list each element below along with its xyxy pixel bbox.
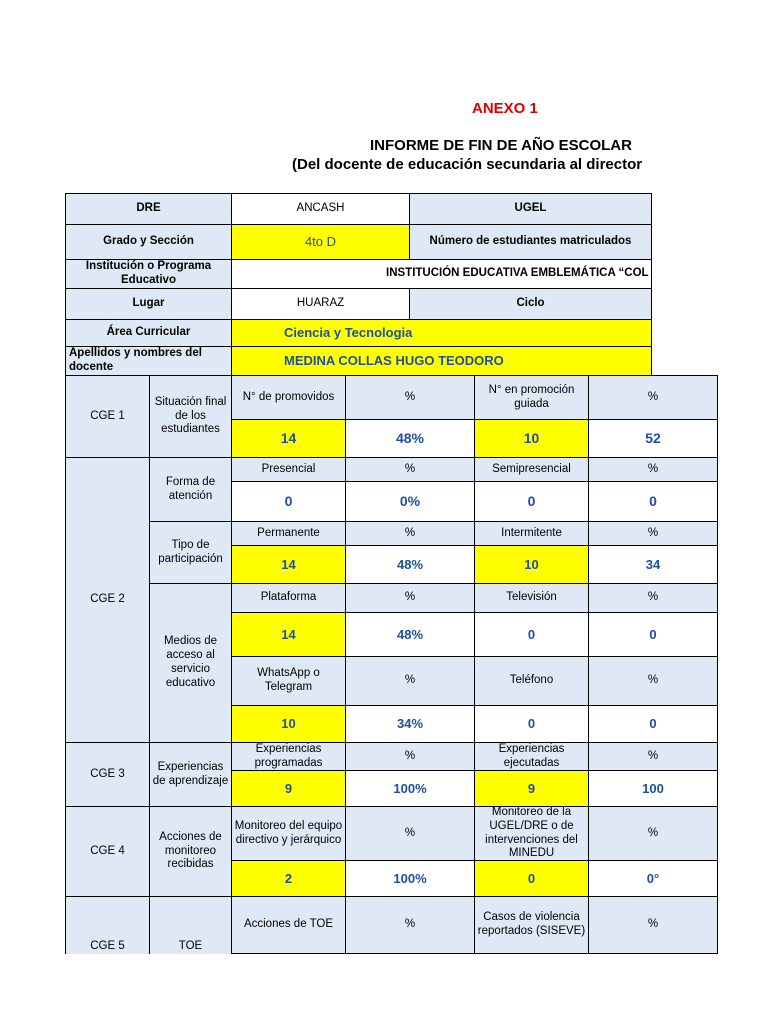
- ugel-label: UGEL: [409, 193, 652, 225]
- cge3-sub: Experiencias de aprendizaje: [149, 742, 232, 807]
- cge2-tipo-v1: 14: [231, 545, 346, 584]
- cge5-h4: %: [588, 896, 718, 954]
- cge3-label: CGE 3: [65, 742, 150, 807]
- cge2-label: CGE 2: [65, 457, 150, 743]
- ciclo-label: Ciclo: [409, 288, 652, 320]
- cge4-v1: 2: [231, 860, 346, 897]
- cge2-medios-v1: 14: [231, 612, 346, 657]
- cge1-v3: 10: [474, 419, 589, 458]
- cge1-h3: N° en promoción guiada: [474, 375, 589, 420]
- cge2-tipo-h2: %: [345, 521, 475, 546]
- cge2-medios-v3: 0: [474, 612, 589, 657]
- cge2-forma-v3: 0: [474, 481, 589, 522]
- lugar-value: HUARAZ: [231, 288, 410, 320]
- anexo-label: ANEXO 1: [472, 100, 538, 117]
- cge1-sub: Situación final de los estudiantes: [149, 375, 232, 458]
- cge4-label: CGE 4: [65, 806, 150, 897]
- cge1-v2: 48%: [345, 419, 475, 458]
- cge2-medios-h4: %: [588, 583, 718, 613]
- cge1-label: CGE 1: [65, 375, 150, 458]
- dre-value: ANCASH: [231, 193, 410, 225]
- cge4-sub: Acciones de monitoreo recibidas: [149, 806, 232, 897]
- cge2-medios-h7: Teléfono: [474, 656, 589, 706]
- cge3-h3: Experiencias ejecutadas: [474, 742, 589, 771]
- cge3-h2: %: [345, 742, 475, 771]
- cge2-forma-v2: 0%: [345, 481, 475, 522]
- cge3-h1: Experiencias programadas: [231, 742, 346, 771]
- cge2-medios-v7: 0: [474, 705, 589, 743]
- cge1-v4: 52: [588, 419, 718, 458]
- cge2-forma-sub: Forma de atención: [149, 457, 232, 522]
- cge4-h4: %: [588, 806, 718, 861]
- cge4-h3: Monitoreo de la UGEL/DRE o de intervenciones del MINEDU: [474, 806, 589, 861]
- cge3-v4: 100: [588, 770, 718, 807]
- cge2-medios-h5: WhatsApp o Telegram: [231, 656, 346, 706]
- cge2-medios-v4: 0: [588, 612, 718, 657]
- cge2-medios-h8: %: [588, 656, 718, 706]
- cge4-h2: %: [345, 806, 475, 861]
- cge2-medios-sub: Medios de acceso al servicio educativo: [149, 583, 232, 743]
- cge5-h2: %: [345, 896, 475, 954]
- cge2-medios-v8: 0: [588, 705, 718, 743]
- cge2-tipo-v4: 34: [588, 545, 718, 584]
- grado-label: Grado y Sección: [65, 224, 232, 260]
- cge2-tipo-h3: Intermitente: [474, 521, 589, 546]
- cge4-v3: 0: [474, 860, 589, 897]
- cge2-medios-v2: 48%: [345, 612, 475, 657]
- cge2-medios-v5: 10: [231, 705, 346, 743]
- institucion-label: Institución o Programa Educativo: [65, 259, 232, 289]
- cge5-sub: TOE: [149, 896, 232, 986]
- cge2-medios-h6: %: [345, 656, 475, 706]
- cge5-h1: Acciones de TOE: [231, 896, 346, 954]
- cge1-h4: %: [588, 375, 718, 420]
- cge3-v3: 9: [474, 770, 589, 807]
- docente-label: Apellidos y nombres del docente: [65, 346, 232, 376]
- cge2-tipo-h1: Permanente: [231, 521, 346, 546]
- cge2-forma-h1: Presencial: [231, 457, 346, 482]
- cge2-forma-v4: 0: [588, 481, 718, 522]
- cge2-tipo-h4: %: [588, 521, 718, 546]
- cge4-h1: Monitoreo del equipo directivo y jerárquico: [231, 806, 346, 861]
- cge3-v2: 100%: [345, 770, 475, 807]
- cge4-v2: 100%: [345, 860, 475, 897]
- institucion-value: INSTITUCIÓN EDUCATIVA EMBLEMÁTICA “COL: [231, 259, 652, 289]
- dre-label: DRE: [65, 193, 232, 225]
- cge5-h3: Casos de violencia reportados (SISEVE): [474, 896, 589, 954]
- cge1-h2: %: [345, 375, 475, 420]
- cge3-h4: %: [588, 742, 718, 771]
- cge1-v1: 14: [231, 419, 346, 458]
- report-subtitle: (Del docente de educación secundaria al director: [292, 156, 643, 173]
- cge2-medios-h3: Televisión: [474, 583, 589, 613]
- grado-value: 4to D: [231, 224, 410, 260]
- cge2-tipo-v2: 48%: [345, 545, 475, 584]
- cge2-forma-h2: %: [345, 457, 475, 482]
- report-title: INFORME DE FIN DE AÑO ESCOLAR: [370, 137, 632, 154]
- cge3-v1: 9: [231, 770, 346, 807]
- area-label: Área Curricular: [65, 319, 232, 347]
- cge2-forma-h3: Semipresencial: [474, 457, 589, 482]
- num-estudiantes-label: Número de estudiantes matriculados: [409, 224, 652, 260]
- cge2-medios-h2: %: [345, 583, 475, 613]
- docente-value: MEDINA COLLAS HUGO TEODORO: [231, 346, 652, 376]
- lugar-label: Lugar: [65, 288, 232, 320]
- cge2-medios-h1: Plataforma: [231, 583, 346, 613]
- cge2-medios-v6: 34%: [345, 705, 475, 743]
- area-value: Ciencia y Tecnologia: [231, 319, 652, 347]
- cge2-forma-v1: 0: [231, 481, 346, 522]
- cge4-v4: 0°: [588, 860, 718, 897]
- cge2-forma-h4: %: [588, 457, 718, 482]
- cge1-h1: N° de promovidos: [231, 375, 346, 420]
- cge2-tipo-sub: Tipo de participación: [149, 521, 232, 584]
- cge2-tipo-v3: 10: [474, 545, 589, 584]
- cge5-label: CGE 5: [65, 896, 150, 986]
